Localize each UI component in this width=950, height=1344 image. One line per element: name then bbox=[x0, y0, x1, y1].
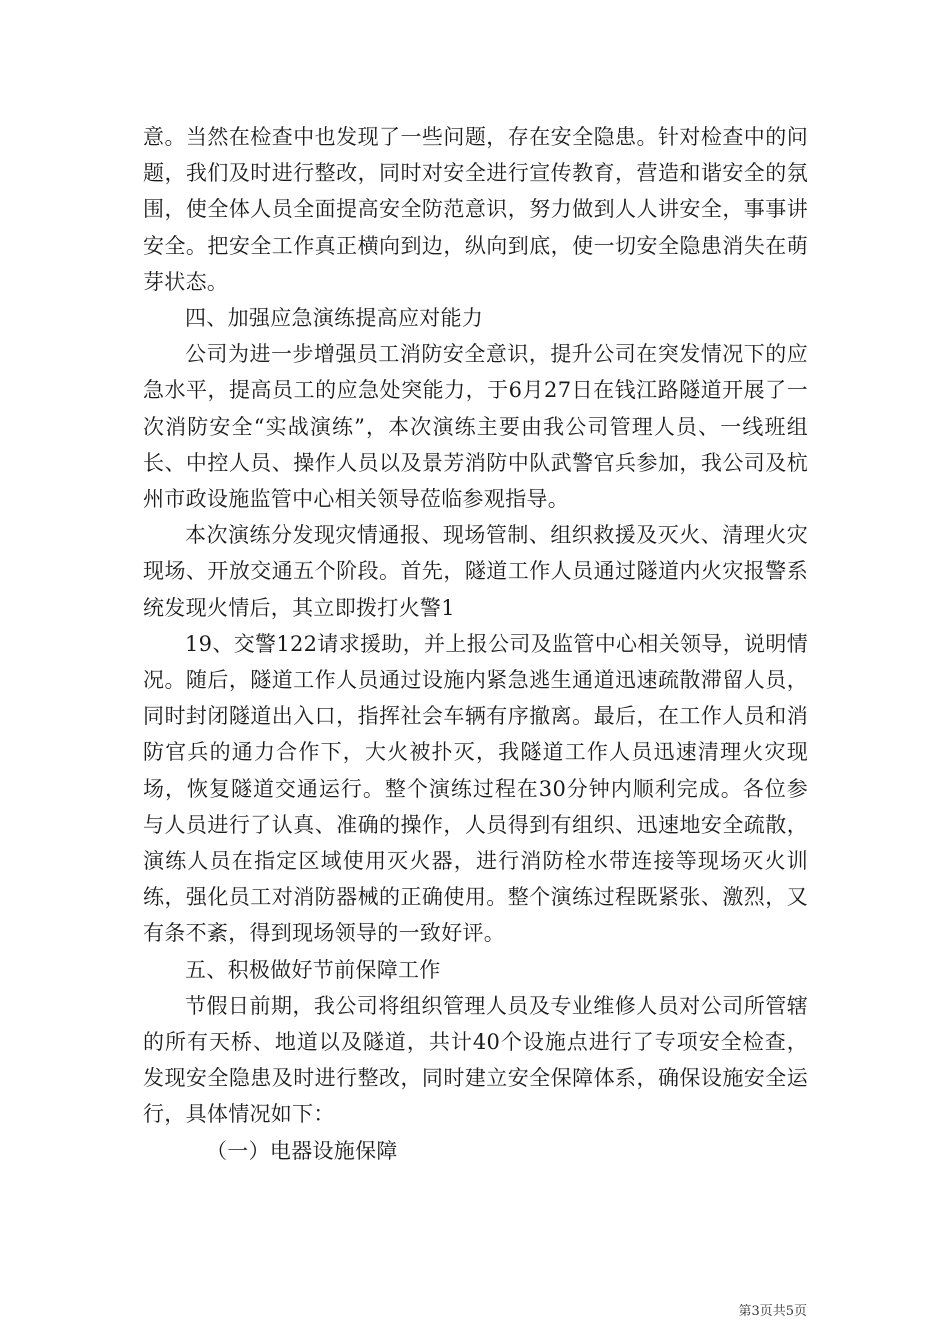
subsection-heading-electrical: （一）电器设施保障 bbox=[206, 1138, 398, 1163]
section-heading-five: 五、积极做好节前保障工作 bbox=[185, 957, 441, 982]
document-body bbox=[143, 119, 808, 1169]
paragraph-holiday-inspection: 节假日前期，我公司将组织管理人员及专业维修人员对公司所管辖的所有天桥、地道以及隧道，共计40个设施点进行了专项安全检查，发现安全隐患及时进行整改，同时建立安全保障体系，确保设施安全运行，具体情况如下： bbox=[143, 993, 808, 1127]
section-heading-four: 四、加强应急演练提高应对能力 bbox=[185, 306, 484, 331]
paragraph-drill-intro: 公司为进一步增强员工消防安全意识，提升公司在突发情况下的应急水平，提高员工的应急处突能力，于6月27日在钱江路隧道开展了一次消防安全“实战演练”，本次演练主要由我公司管理人员、一线班组长、中控人员、操作人员以及景芳消防中队武警官兵参加，我公司及杭州市政设施监管中心相关领导莅临参观指导。 bbox=[143, 342, 808, 512]
paragraph-drill-stages: 本次演练分发现灾情通报、现场管制、组织救援及灭火、清理火灾现场、开放交通五个阶段。首先，隧道工作人员通过隧道内火灾报警系统发现火情后，其立即拨打火警1 bbox=[143, 523, 808, 620]
page-number-footer: 第3页共5页 bbox=[738, 1304, 807, 1319]
paragraph-drill-process: 19、交警122请求援助，并上报公司及监管中心相关领导，说明情况。随后，隧道工作人员通过设施内紧急逃生通道迅速疏散滞留人员，同时封闭隧道出入口，指挥社会车辆有序撤离。最后，在工作人员和消防官兵的通力合作下，大火被扑灭，我隧道工作人员迅速清理火灾现场，恢复隧道交通运行。整个演练过程在30分钟内顺利完成。各位参与人员进行了认真、准确的操作，人员得到有组织、迅速地安全疏散，演练人员在指定区域使用灭火器，进行消防栓水带连接等现场灭火训练，强化员工对消防器械的正确使用。整个演练过程既紧张、激烈，又有条不紊，得到现场领导的一致好评。 bbox=[143, 631, 808, 946]
paragraph-continuation: 意。当然在检查中也发现了一些问题，存在安全隐患。针对检查中的问题，我们及时进行整改，同时对安全进行宣传教育，营造和谐安全的氛围，使全体人员全面提高安全防范意识，努力做到人人讲安全，事事讲安全。把安全工作真正横向到边，纵向到底，使一切安全隐患消失在萌芽状态。 bbox=[143, 125, 808, 294]
